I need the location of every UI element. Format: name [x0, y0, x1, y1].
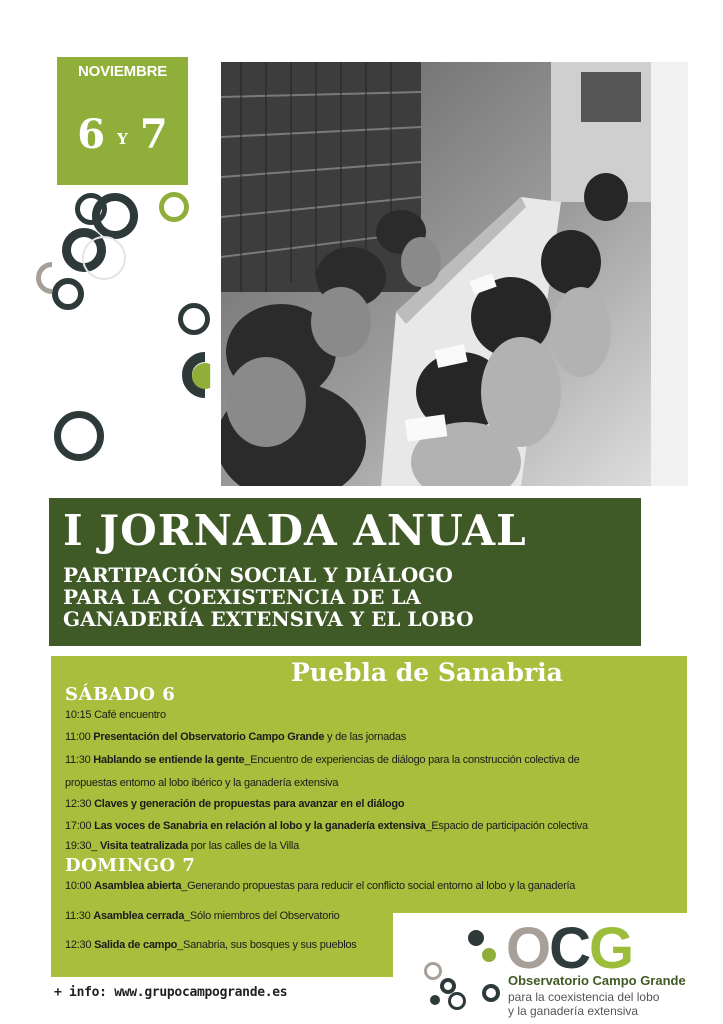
decorative-circle: [82, 236, 126, 280]
date-badge: [57, 57, 188, 185]
logo-dot: [430, 995, 440, 1005]
decorative-circle: [192, 363, 218, 389]
schedule-item: 12:30 Claves y generación de propuestas para avanzar en el diálogo: [65, 798, 405, 810]
schedule-item: 11:00 Presentación del Observatorio Campo Grande y de las jornadas: [65, 731, 406, 743]
sunday-heading: DOMINGO 7: [65, 855, 196, 876]
logo-letter-o: O: [506, 916, 550, 981]
decorative-circle: [159, 192, 189, 222]
schedule-item: 10:15 Café encuentro: [65, 709, 166, 721]
logo-dot: [482, 948, 496, 962]
schedule-item: propuestas entorno al lobo ibérico y la ganadería extensiva: [65, 777, 339, 789]
decorative-circle: [92, 193, 138, 239]
schedule-item: 11:30 Asamblea cerrada_Sólo miembros del Observatorio: [65, 910, 340, 922]
decorative-circle: [52, 278, 84, 310]
schedule-item: 11:30 Hablando se entiende la gente_Encuentro de experiencias de diálogo para la construcción colectiva de: [65, 754, 580, 766]
schedule-item: 17:00 Las voces de Sanabria en relación al lobo y la ganadería extensiva_Espacio de participación colectiva: [65, 820, 588, 832]
logo-dot: [448, 992, 466, 1010]
day-end: 7: [139, 111, 168, 158]
ocg-logo: [506, 916, 633, 981]
logo-organization-name: Observatorio Campo Grande: [508, 973, 686, 988]
schedule-item: 10:00 Asamblea abierta_Generando propuestas para reducir el conflicto social entorno al lobo y la ganadería: [65, 880, 576, 892]
event-subtitle-line-2: PARA LA COEXISTENCIA DE LA: [63, 585, 421, 609]
logo-dot: [482, 984, 500, 1002]
month-label: NOVIEMBRE: [77, 63, 168, 80]
decorative-circle: [54, 411, 104, 461]
logo-letter-c: C: [549, 916, 590, 981]
logo-dot: [424, 962, 442, 980]
decorative-circle: [178, 303, 210, 335]
logo-tagline-1: para la coexistencia del lobo: [508, 990, 660, 1004]
meeting-photo-illustration: [221, 62, 688, 486]
info-website[interactable]: + info: www.grupocampogrande.es: [54, 985, 288, 1000]
day-range: [57, 111, 188, 158]
event-subtitle-line-3: GANADERÍA EXTENSIVA Y EL LOBO: [63, 607, 474, 631]
logo-letter-g: G: [589, 916, 633, 981]
day-start: 6: [77, 111, 106, 158]
event-subtitle-line-1: PARTIPACIÓN SOCIAL Y DIÁLOGO: [63, 563, 453, 587]
saturday-heading: SÁBADO 6: [65, 684, 176, 705]
event-location: Puebla de Sanabria: [291, 658, 563, 687]
day-connector: Y: [117, 130, 128, 148]
schedule-item: 19:30_ Visita teatralizada por las calles de la Villa: [65, 840, 299, 852]
title-banner: [49, 498, 641, 646]
meeting-photo: [221, 62, 688, 486]
logo-dot: [468, 930, 484, 946]
program-panel: [51, 656, 687, 951]
event-title: I JORNADA ANUAL: [63, 506, 527, 555]
schedule-item: 12:30 Salida de campo_Sanabria, sus bosques y sus pueblos: [65, 939, 357, 951]
logo-tagline-2: y la ganadería extensiva: [508, 1004, 639, 1018]
